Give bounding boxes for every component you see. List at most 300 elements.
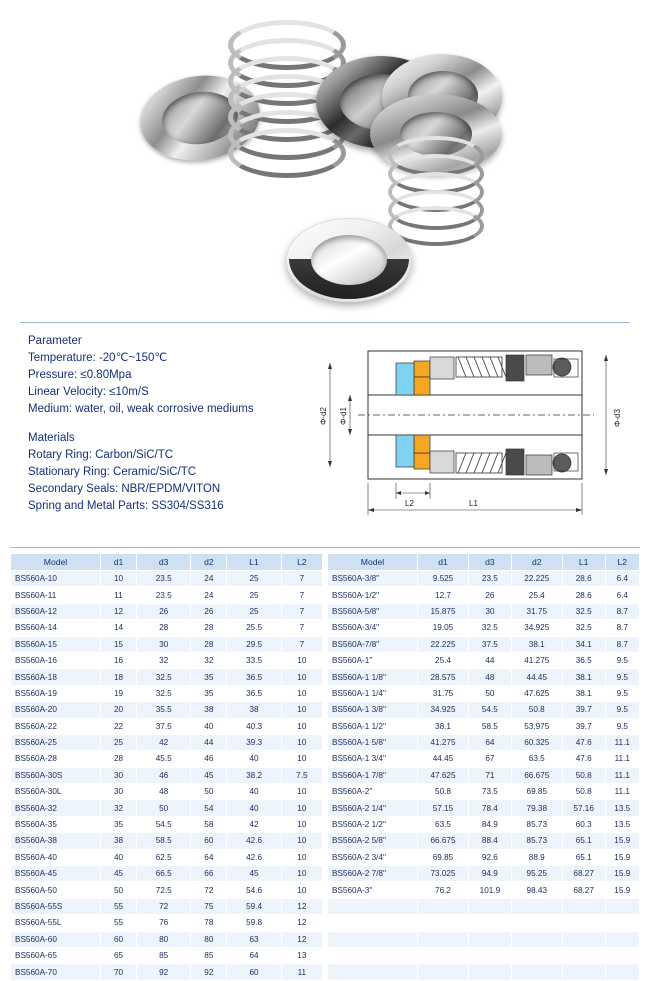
cell-d2: 28: [191, 636, 227, 652]
cell-l2: 8.7: [605, 620, 639, 636]
cell-d1: 66.675: [418, 833, 469, 849]
cell-d3: 101.9: [469, 882, 512, 898]
cell-model: BS560A-2": [328, 784, 418, 800]
cell-d1: 28: [101, 751, 137, 767]
dimension-table-inch: [327, 553, 640, 981]
table-row: [328, 620, 640, 636]
cell-model: BS560A-60: [11, 931, 101, 947]
cell-l1: 65.1: [562, 849, 605, 865]
specification-section: [0, 323, 650, 541]
cell-d2: 85.73: [511, 816, 562, 832]
cell-l1: 59.8: [227, 915, 281, 931]
cell-d3: 67: [469, 751, 512, 767]
cell-model: BS560A-1/2": [328, 587, 418, 603]
cell-model: [328, 947, 418, 963]
col-d3: d3: [469, 554, 512, 571]
table-row: [328, 898, 640, 914]
cell-d3: 71: [469, 767, 512, 783]
cell-l1: 57.16: [562, 800, 605, 816]
cell-d1: 76.2: [418, 882, 469, 898]
cell-l2: 6.4: [605, 587, 639, 603]
cell-model: BS560A-38: [11, 833, 101, 849]
parameter-medium: Medium: water, oil, weak corrosive mediums: [28, 403, 254, 415]
cell-l1: 59.4: [227, 898, 281, 914]
cell-model: BS560A-55L: [11, 915, 101, 931]
cell-l1: [562, 931, 605, 947]
product-photo-stage: [120, 8, 540, 308]
cell-d2: 38: [191, 702, 227, 718]
cell-d3: 26: [469, 587, 512, 603]
cell-l1: 47.6: [562, 751, 605, 767]
cell-d1: 15: [101, 636, 137, 652]
table-row: [328, 800, 640, 816]
cell-d2: 60.325: [511, 734, 562, 750]
cell-l2: 11.1: [605, 734, 639, 750]
cell-d3: 78.4: [469, 800, 512, 816]
cell-model: [328, 964, 418, 980]
cell-model: BS560A-20: [11, 702, 101, 718]
cell-d2: 31.75: [511, 603, 562, 619]
cell-d1: 19.05: [418, 620, 469, 636]
cell-d3: 58.5: [137, 833, 191, 849]
cell-l1: 60: [227, 964, 281, 980]
cell-d3: 35.5: [137, 702, 191, 718]
dim-l1-label: L1: [469, 499, 478, 508]
cell-d1: 45: [101, 866, 137, 882]
cell-d2: 54: [191, 800, 227, 816]
cell-d3: 44: [469, 652, 512, 668]
cell-d1: [418, 964, 469, 980]
cell-d1: 38.1: [418, 718, 469, 734]
dim-d2-label: Φ-d2: [319, 407, 328, 425]
cell-model: BS560A-55S: [11, 898, 101, 914]
cell-d1: 14: [101, 620, 137, 636]
table-row: [11, 898, 323, 914]
cell-l2: 8.7: [605, 636, 639, 652]
cell-l1: 36.5: [227, 685, 281, 701]
cell-d1: 41.275: [418, 734, 469, 750]
cell-d1: 16: [101, 652, 137, 668]
col-l1: L1: [562, 554, 605, 571]
cell-model: BS560A-45: [11, 866, 101, 882]
cell-d2: 88.9: [511, 849, 562, 865]
cell-l1: 42.6: [227, 849, 281, 865]
cell-d3: 54.5: [469, 702, 512, 718]
parameter-temperature: Temperature: -20℃~150℃: [28, 352, 168, 364]
cell-d2: 98.43: [511, 882, 562, 898]
col-d2: d2: [191, 554, 227, 571]
table-row: [328, 866, 640, 882]
table-row: [328, 833, 640, 849]
table-row: [11, 636, 323, 652]
cell-d1: 60: [101, 931, 137, 947]
cell-d1: 57.15: [418, 800, 469, 816]
cell-model: BS560A-12: [11, 603, 101, 619]
cell-l2: 10: [281, 669, 322, 685]
col-d1: d1: [418, 554, 469, 571]
cell-model: BS560A-2 1/2": [328, 816, 418, 832]
cell-l2: 10: [281, 833, 322, 849]
cell-l2: 10: [281, 866, 322, 882]
cell-l2: [605, 947, 639, 963]
cell-l1: [562, 898, 605, 914]
cell-l1: 45: [227, 866, 281, 882]
cell-model: [328, 898, 418, 914]
cell-l2: 10: [281, 816, 322, 832]
cell-d3: 30: [469, 603, 512, 619]
cell-d1: 10: [101, 571, 137, 587]
table-row: [11, 866, 323, 882]
cell-l2: 9.5: [605, 685, 639, 701]
materials-heading: Materials: [28, 432, 75, 444]
cell-l2: 13.5: [605, 800, 639, 816]
cell-d2: 63.5: [511, 751, 562, 767]
cell-model: BS560A-18: [11, 669, 101, 685]
table-row: [328, 849, 640, 865]
cell-l1: 38.1: [562, 669, 605, 685]
cell-l1: 40: [227, 800, 281, 816]
cell-l2: [605, 964, 639, 980]
cell-model: BS560A-2 3/4": [328, 849, 418, 865]
cell-l2: 7: [281, 620, 322, 636]
cell-l2: 10: [281, 702, 322, 718]
cell-l1: 42.6: [227, 833, 281, 849]
cell-model: BS560A-5/8": [328, 603, 418, 619]
cell-l2: 8.7: [605, 603, 639, 619]
cell-l2: 9.5: [605, 702, 639, 718]
table-row: [11, 833, 323, 849]
cell-l1: 28.6: [562, 587, 605, 603]
table-row: [328, 751, 640, 767]
cell-d1: 55: [101, 898, 137, 914]
materials-secondary-seals: Secondary Seals: NBR/EPDM/VITON: [28, 483, 221, 495]
table-row: [328, 784, 640, 800]
table-row: [11, 652, 323, 668]
cell-l1: 28.6: [562, 571, 605, 587]
cell-l1: 65.1: [562, 833, 605, 849]
cell-d1: [418, 947, 469, 963]
materials-stationary-ring: Stationary Ring: Ceramic/SiC/TC: [28, 466, 197, 478]
cell-model: BS560A-16: [11, 652, 101, 668]
cell-d3: 32.5: [469, 620, 512, 636]
cell-model: BS560A-25: [11, 734, 101, 750]
cell-d3: 85: [137, 947, 191, 963]
cell-model: BS560A-22: [11, 718, 101, 734]
dim-d3-label: Φ-d3: [613, 409, 622, 427]
cell-d1: 22.225: [418, 636, 469, 652]
table-row: [11, 587, 323, 603]
table-row: [328, 931, 640, 947]
cell-d1: 25.4: [418, 652, 469, 668]
cell-d1: 65: [101, 947, 137, 963]
cell-d3: 48: [137, 784, 191, 800]
cell-d2: 95.25: [511, 866, 562, 882]
cell-d2: 72: [191, 882, 227, 898]
cell-model: BS560A-1 3/8": [328, 702, 418, 718]
cell-d3: 23.5: [469, 571, 512, 587]
cell-l1: 60.3: [562, 816, 605, 832]
cell-d2: [511, 915, 562, 931]
cell-d3: 80: [137, 931, 191, 947]
cell-d1: 15.875: [418, 603, 469, 619]
cell-d3: 76: [137, 915, 191, 931]
cell-d2: 38.1: [511, 636, 562, 652]
cell-d1: 18: [101, 669, 137, 685]
cell-d2: 85: [191, 947, 227, 963]
cell-l2: 10: [281, 734, 322, 750]
cell-d2: 24: [191, 571, 227, 587]
cell-d2: 44: [191, 734, 227, 750]
cell-d1: 70: [101, 964, 137, 980]
table-row: [11, 947, 323, 963]
cell-d1: 44.45: [418, 751, 469, 767]
cell-l1: 25: [227, 571, 281, 587]
col-model: Model: [11, 554, 101, 571]
cell-d2: 44.45: [511, 669, 562, 685]
cell-d3: 26: [137, 603, 191, 619]
cell-l1: 68.27: [562, 882, 605, 898]
cell-d1: 31.75: [418, 685, 469, 701]
cell-d2: 92: [191, 964, 227, 980]
technical-drawing-svg: [310, 333, 630, 523]
cell-d3: 32.5: [137, 669, 191, 685]
table-row: [11, 915, 323, 931]
cell-model: BS560A-1 7/8": [328, 767, 418, 783]
cell-d3: 62.5: [137, 849, 191, 865]
cell-l1: 50.8: [562, 784, 605, 800]
cell-l2: 9.5: [605, 669, 639, 685]
cell-d2: 75: [191, 898, 227, 914]
table-row: [328, 685, 640, 701]
cell-d1: 38: [101, 833, 137, 849]
cell-l2: 12: [281, 915, 322, 931]
cell-d2: 50.8: [511, 702, 562, 718]
cell-l2: 11.1: [605, 767, 639, 783]
cell-d3: 50: [469, 685, 512, 701]
cell-d3: 37.5: [469, 636, 512, 652]
cell-d2: [511, 931, 562, 947]
cell-l1: 36.5: [227, 669, 281, 685]
cell-model: BS560A-1 5/8": [328, 734, 418, 750]
cell-d1: 50.8: [418, 784, 469, 800]
cell-d2: 58: [191, 816, 227, 832]
cell-d3: 72.5: [137, 882, 191, 898]
cell-l1: 38.1: [562, 685, 605, 701]
table-row: [328, 734, 640, 750]
cell-d2: 85.73: [511, 833, 562, 849]
cell-d3: 88.4: [469, 833, 512, 849]
cell-l2: 10: [281, 784, 322, 800]
cell-d3: 54.5: [137, 816, 191, 832]
cell-d2: 28: [191, 620, 227, 636]
cell-d2: 78: [191, 915, 227, 931]
cell-d2: 32: [191, 652, 227, 668]
cell-model: BS560A-3/8": [328, 571, 418, 587]
table-row: [328, 882, 640, 898]
table-row: [11, 767, 323, 783]
cell-model: BS560A-32: [11, 800, 101, 816]
cell-model: BS560A-14: [11, 620, 101, 636]
cell-l2: 11.1: [605, 751, 639, 767]
cell-d1: 9.525: [418, 571, 469, 587]
dim-d1-label: Φ-d1: [339, 407, 348, 425]
cell-model: BS560A-11: [11, 587, 101, 603]
col-model: Model: [328, 554, 418, 571]
cell-l1: 38: [227, 702, 281, 718]
cell-l2: 15.9: [605, 833, 639, 849]
cell-d2: 66.675: [511, 767, 562, 783]
cell-l2: [605, 915, 639, 931]
cell-l2: 10: [281, 849, 322, 865]
table-row: [328, 816, 640, 832]
cell-d2: 60: [191, 833, 227, 849]
cell-model: BS560A-70: [11, 964, 101, 980]
cell-l2: 11.1: [605, 784, 639, 800]
cell-d3: [469, 915, 512, 931]
cell-l2: 9.5: [605, 652, 639, 668]
cell-model: [328, 915, 418, 931]
cell-l2: 10: [281, 882, 322, 898]
table-row: [11, 816, 323, 832]
cell-d3: 23.5: [137, 571, 191, 587]
cell-d1: 12: [101, 603, 137, 619]
table-row: [11, 734, 323, 750]
table-row: [11, 882, 323, 898]
table-row: [11, 620, 323, 636]
cell-d1: 73.025: [418, 866, 469, 882]
cell-d3: [469, 964, 512, 980]
cell-model: BS560A-1": [328, 652, 418, 668]
specification-text: [28, 333, 310, 537]
col-d2: d2: [511, 554, 562, 571]
table-row: [328, 702, 640, 718]
cell-d3: 64: [469, 734, 512, 750]
table-row: [11, 571, 323, 587]
table-header-row: [11, 554, 323, 571]
cell-l1: [562, 915, 605, 931]
table-row: [328, 652, 640, 668]
cell-d2: [511, 898, 562, 914]
cell-l2: 13: [281, 947, 322, 963]
dim-l2-label: L2: [405, 499, 414, 508]
cell-d2: 40: [191, 718, 227, 734]
cell-l1: 40: [227, 751, 281, 767]
cell-d2: 69.85: [511, 784, 562, 800]
cell-d1: 12.7: [418, 587, 469, 603]
cell-l2: 10: [281, 652, 322, 668]
cell-d3: 92.6: [469, 849, 512, 865]
cell-l1: 32.5: [562, 603, 605, 619]
cell-l2: 10: [281, 685, 322, 701]
table-row: [11, 964, 323, 980]
cell-d1: 11: [101, 587, 137, 603]
table-row: [11, 702, 323, 718]
cell-d3: 32.5: [137, 685, 191, 701]
secondary-spring-part: [388, 136, 484, 240]
cell-l2: 10: [281, 800, 322, 816]
table-row: [11, 784, 323, 800]
ring-bore: [311, 235, 387, 285]
cell-d3: 73.5: [469, 784, 512, 800]
cell-d3: 48: [469, 669, 512, 685]
cell-l1: 32.5: [562, 620, 605, 636]
cell-d2: 25.4: [511, 587, 562, 603]
cell-d2: 45: [191, 767, 227, 783]
cell-model: BS560A-2 5/8": [328, 833, 418, 849]
cell-d1: 20: [101, 702, 137, 718]
cell-d2: 64: [191, 849, 227, 865]
col-d1: d1: [101, 554, 137, 571]
table-row: [328, 767, 640, 783]
cell-l1: 68.27: [562, 866, 605, 882]
table-row: [11, 718, 323, 734]
cell-d2: [511, 964, 562, 980]
cell-l1: 29.5: [227, 636, 281, 652]
table-row: [328, 571, 640, 587]
cell-model: BS560A-30L: [11, 784, 101, 800]
cell-l1: 39.7: [562, 702, 605, 718]
cell-d1: [418, 915, 469, 931]
cell-l2: [605, 898, 639, 914]
cell-model: BS560A-65: [11, 947, 101, 963]
cell-model: BS560A-35: [11, 816, 101, 832]
table-row: [11, 669, 323, 685]
cell-d1: 47.625: [418, 767, 469, 783]
cell-d3: 37.5: [137, 718, 191, 734]
table-row: [11, 800, 323, 816]
cell-model: BS560A-3": [328, 882, 418, 898]
cell-d3: [469, 947, 512, 963]
cell-model: BS560A-2 1/4": [328, 800, 418, 816]
cell-d1: 55: [101, 915, 137, 931]
cell-d3: 28: [137, 620, 191, 636]
table-row: [11, 849, 323, 865]
table-row: [328, 718, 640, 734]
cell-d2: 26: [191, 603, 227, 619]
col-l2: L2: [605, 554, 639, 571]
table-row: [328, 915, 640, 931]
cell-d3: 72: [137, 898, 191, 914]
cell-d2: 79.38: [511, 800, 562, 816]
cell-l2: 6.4: [605, 571, 639, 587]
cell-model: BS560A-2 7/8": [328, 866, 418, 882]
cell-l1: [562, 947, 605, 963]
table-row: [328, 636, 640, 652]
cell-model: BS560A-1 1/8": [328, 669, 418, 685]
cell-d3: 58.5: [469, 718, 512, 734]
materials-rotary-ring: Rotary Ring: Carbon/SiC/TC: [28, 449, 174, 461]
cell-model: BS560A-1 3/4": [328, 751, 418, 767]
cell-l1: 39.3: [227, 734, 281, 750]
ceramic-seat-part: [286, 218, 412, 302]
table-row: [328, 603, 640, 619]
cell-d3: 92: [137, 964, 191, 980]
cell-l1: 33.5: [227, 652, 281, 668]
cell-model: BS560A-1 1/4": [328, 685, 418, 701]
cell-d2: 66: [191, 866, 227, 882]
cell-d1: [418, 898, 469, 914]
dimension-tables: [0, 551, 650, 981]
cell-d3: 94.9: [469, 866, 512, 882]
cell-l2: 10: [281, 718, 322, 734]
cell-d3: 42: [137, 734, 191, 750]
cell-d3: 45.5: [137, 751, 191, 767]
cell-d1: 22: [101, 718, 137, 734]
cell-d2: [511, 947, 562, 963]
col-d3: d3: [137, 554, 191, 571]
cell-d1: 25: [101, 734, 137, 750]
cell-model: BS560A-30S: [11, 767, 101, 783]
